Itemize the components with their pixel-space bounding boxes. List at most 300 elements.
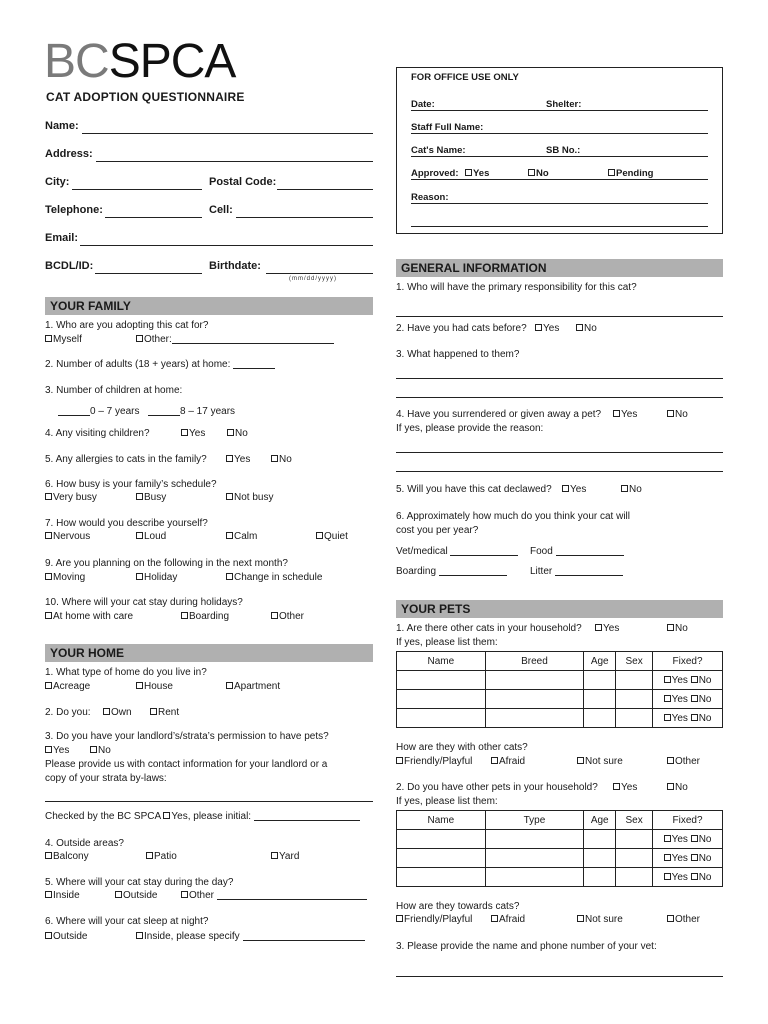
- checkbox-icon[interactable]: [45, 612, 52, 619]
- checkbox-icon[interactable]: [271, 455, 278, 462]
- day-outside-option[interactable]: [115, 890, 157, 901]
- office-approved-label: Approved:: [411, 168, 459, 179]
- option-label: No: [675, 782, 688, 793]
- rent-option[interactable]: [150, 707, 179, 718]
- cats-afraid-option[interactable]: [491, 756, 525, 767]
- pets-behavior-question: How are they towards cats?: [396, 901, 520, 912]
- option-label: No: [235, 428, 248, 439]
- checkbox-icon[interactable]: [535, 324, 542, 331]
- checkbox-icon[interactable]: [667, 783, 674, 790]
- pets-other-option[interactable]: [667, 914, 700, 925]
- option-label: Busy: [144, 492, 167, 503]
- cell-field[interactable]: [236, 217, 373, 218]
- home-care-option[interactable]: [45, 611, 133, 622]
- pets-q3: 3. Please provide the name and phone number of your vet:: [396, 941, 657, 952]
- option-label: Yes: [671, 693, 688, 705]
- allergies-yes[interactable]: [226, 454, 250, 465]
- busy-option[interactable]: [136, 492, 166, 503]
- telephone-field[interactable]: [105, 217, 202, 218]
- table-cell[interactable]: [397, 709, 486, 728]
- cats-table-header: [397, 652, 723, 671]
- initial-field[interactable]: [254, 820, 360, 821]
- bcdl-field[interactable]: [95, 273, 202, 274]
- bcdl-label: BCDL/ID:: [45, 260, 94, 272]
- checkbox-icon[interactable]: [271, 612, 278, 619]
- option-label: No: [675, 409, 688, 420]
- checkbox-icon[interactable]: [136, 532, 143, 539]
- option-label: Not busy: [234, 492, 274, 503]
- moving-option[interactable]: [45, 572, 85, 583]
- fixed-cell: [653, 690, 723, 709]
- checkbox-icon[interactable]: [691, 854, 698, 861]
- option-label: Calm: [234, 531, 258, 542]
- checkbox-icon[interactable]: [664, 676, 671, 683]
- option-label: Not sure: [585, 756, 623, 767]
- pets-afraid-option[interactable]: [491, 914, 525, 925]
- office-catname-field[interactable]: [411, 156, 708, 157]
- yard-option[interactable]: [271, 851, 299, 862]
- day-inside-option[interactable]: [45, 890, 80, 901]
- table-cell[interactable]: [485, 849, 584, 868]
- option-label: Loud: [144, 531, 167, 542]
- option-label: Yes: [53, 745, 70, 756]
- office-yes-option[interactable]: [465, 168, 489, 179]
- happened-field-2[interactable]: [396, 397, 723, 398]
- pets-table: [396, 810, 723, 887]
- cats-other-option[interactable]: [667, 756, 700, 767]
- office-no-option[interactable]: [528, 168, 549, 179]
- table-cell[interactable]: [616, 830, 653, 849]
- cats-list-note: If yes, please list them:: [396, 637, 498, 648]
- option-label: Outside: [123, 890, 158, 901]
- option-label: No: [629, 484, 642, 495]
- pets-q1: 1. Are there other cats in your household?: [396, 623, 582, 634]
- checkbox-icon[interactable]: [664, 835, 671, 842]
- option-label: Yes, please initial:: [171, 811, 252, 822]
- table-cell[interactable]: [584, 671, 616, 690]
- option-label: Boarding: [189, 611, 230, 622]
- checkbox-icon[interactable]: [150, 708, 157, 715]
- pets-q2: 2. Do you have other pets in your household?: [396, 782, 598, 793]
- checkbox-icon[interactable]: [136, 493, 143, 500]
- checkbox-icon[interactable]: [664, 714, 671, 721]
- landlord-field[interactable]: [45, 801, 373, 802]
- surrendered-no[interactable]: [667, 409, 688, 420]
- children-0-7: [58, 406, 139, 417]
- surrendered-yes[interactable]: [613, 409, 637, 420]
- night-outside-option[interactable]: [45, 931, 87, 942]
- surrender-reason-note: If yes, please provide the reason:: [396, 423, 544, 434]
- checkbox-icon[interactable]: [103, 708, 110, 715]
- very-busy-option[interactable]: [45, 492, 97, 503]
- checkbox-icon[interactable]: [181, 429, 188, 436]
- family-q6: 6. How busy is your family’s schedule?: [45, 479, 217, 490]
- myself-option[interactable]: [45, 334, 82, 345]
- vet-cost-field[interactable]: [450, 555, 518, 556]
- col-header: Fixed?: [653, 652, 723, 671]
- table-cell[interactable]: [485, 709, 584, 728]
- col-header: Age: [584, 811, 616, 830]
- checkbox-icon[interactable]: [621, 485, 628, 492]
- option-label: No: [698, 871, 712, 883]
- checkbox-icon[interactable]: [691, 835, 698, 842]
- your-pets-header: YOUR PETS: [396, 600, 723, 618]
- permission-no[interactable]: [90, 745, 111, 756]
- other-cats-yes[interactable]: [595, 623, 619, 634]
- office-reason-field-2[interactable]: [411, 226, 708, 227]
- cats-friendly-option[interactable]: [396, 756, 472, 767]
- home-q1: 1. What type of home do you live in?: [45, 667, 207, 678]
- option-label: Rent: [158, 707, 180, 718]
- birthdate-label: Birthdate:: [209, 260, 261, 272]
- postal-field[interactable]: [277, 189, 373, 190]
- family-q1: 1. Who are you adopting this cat for?: [45, 320, 209, 331]
- logo-spca: SPCA: [108, 35, 236, 88]
- litter-cost: [530, 566, 623, 577]
- col-header: Breed: [485, 652, 584, 671]
- form-title: CAT ADOPTION QUESTIONNAIRE: [46, 90, 245, 104]
- address-label: Address:: [45, 148, 93, 160]
- col-header: Sex: [616, 811, 653, 830]
- checkbox-icon[interactable]: [271, 852, 278, 859]
- office-title: FOR OFFICE USE ONLY: [411, 72, 519, 83]
- option-label: Change in schedule: [234, 572, 323, 583]
- table-cell[interactable]: [485, 671, 584, 690]
- table-row: [397, 868, 723, 887]
- fixed-cell: [653, 849, 723, 868]
- responsibility-field[interactable]: [396, 316, 723, 317]
- family-q2: [45, 359, 275, 370]
- option-label: Yes: [671, 833, 688, 845]
- checkbox-icon[interactable]: [465, 169, 472, 176]
- checkbox-icon[interactable]: [396, 915, 403, 922]
- pets-not-sure-option[interactable]: [577, 914, 623, 925]
- option-label: Yes: [671, 871, 688, 883]
- declaw-no[interactable]: [621, 484, 642, 495]
- boarding-cost: [396, 566, 507, 577]
- table-cell[interactable]: [397, 868, 486, 887]
- option-label: No: [698, 693, 712, 705]
- checkbox-icon[interactable]: [45, 532, 52, 539]
- option-label: No: [536, 168, 549, 179]
- option-label: Nervous: [53, 531, 91, 542]
- checkbox-icon[interactable]: [45, 746, 52, 753]
- col-header: Sex: [616, 652, 653, 671]
- checkbox-icon[interactable]: [181, 612, 188, 619]
- checkbox-icon[interactable]: [226, 493, 233, 500]
- option-label: At home with care: [53, 611, 134, 622]
- day-other-option[interactable]: [181, 890, 367, 901]
- checkbox-icon[interactable]: [45, 682, 52, 689]
- children-8-17: [148, 406, 235, 417]
- table-cell[interactable]: [485, 868, 584, 887]
- checkbox-icon[interactable]: [491, 915, 498, 922]
- cats-not-sure-option[interactable]: [577, 756, 623, 767]
- name-label: Name:: [45, 120, 79, 132]
- checkbox-icon[interactable]: [115, 891, 122, 898]
- checkbox-icon[interactable]: [664, 695, 671, 702]
- pets-list-note: If yes, please list them:: [396, 796, 498, 807]
- question-text: Checked by the BC SPCA: [45, 811, 161, 822]
- balcony-option[interactable]: [45, 851, 89, 862]
- calm-option[interactable]: [226, 531, 257, 542]
- col-header: Type: [485, 811, 584, 830]
- table-row: [397, 709, 723, 728]
- day-other-field[interactable]: [217, 899, 367, 900]
- declaw-yes[interactable]: [562, 484, 586, 495]
- checkbox-icon[interactable]: [667, 624, 674, 631]
- office-shelter-label: Shelter:: [546, 99, 582, 110]
- checkbox-icon[interactable]: [667, 915, 674, 922]
- home-q4: 4. Outside areas?: [45, 838, 124, 849]
- home-q3: 3. Do you have your landlord’s/strata’s permission to have pets?: [45, 731, 329, 742]
- checkbox-icon[interactable]: [226, 573, 233, 580]
- checkbox-icon[interactable]: [163, 812, 170, 819]
- pets-table-header: [397, 811, 723, 830]
- home-q2: 2. Do you:: [45, 707, 91, 718]
- children-0-7-field[interactable]: [58, 415, 90, 416]
- adults-field[interactable]: [233, 368, 275, 369]
- checkbox-icon[interactable]: [664, 854, 671, 861]
- checkbox-icon[interactable]: [613, 783, 620, 790]
- office-date-label: Date:: [411, 99, 435, 110]
- table-cell[interactable]: [397, 830, 486, 849]
- visiting-no[interactable]: [227, 428, 248, 439]
- checkbox-icon[interactable]: [181, 891, 188, 898]
- general-q5: 5. Will you have this cat declawed?: [396, 484, 552, 495]
- general-info-header: GENERAL INFORMATION: [396, 259, 723, 277]
- checkbox-icon[interactable]: [576, 324, 583, 331]
- family-q7: 7. How would you describe yourself?: [45, 518, 208, 529]
- landlord-note-1: Please provide us with contact information for your landlord or a: [45, 759, 328, 770]
- table-cell[interactable]: [485, 830, 584, 849]
- food-cost-field[interactable]: [556, 555, 624, 556]
- option-label: No: [98, 745, 111, 756]
- table-row: [397, 849, 723, 868]
- had-cats-no[interactable]: [576, 323, 597, 334]
- checkbox-icon[interactable]: [528, 169, 535, 176]
- apartment-option[interactable]: [226, 681, 280, 692]
- quiet-option[interactable]: [316, 531, 348, 542]
- table-cell[interactable]: [584, 830, 616, 849]
- checkbox-icon[interactable]: [667, 410, 674, 417]
- table-cell[interactable]: [584, 709, 616, 728]
- night-inside-field[interactable]: [243, 940, 365, 941]
- checkbox-icon[interactable]: [136, 682, 143, 689]
- birthdate-field[interactable]: [266, 273, 373, 274]
- table-cell[interactable]: [616, 690, 653, 709]
- house-option[interactable]: [136, 681, 173, 692]
- col-header: Fixed?: [653, 811, 723, 830]
- cats-table: [396, 651, 723, 728]
- office-date-field[interactable]: [411, 110, 708, 111]
- checkbox-icon[interactable]: [562, 485, 569, 492]
- email-field[interactable]: [80, 245, 373, 246]
- table-cell[interactable]: [616, 868, 653, 887]
- family-q10: 10. Where will your cat stay during holidays?: [45, 597, 243, 608]
- surrender-reason-field[interactable]: [396, 452, 723, 453]
- col-header: Name: [397, 811, 486, 830]
- checkbox-icon[interactable]: [691, 714, 698, 721]
- visiting-yes[interactable]: [181, 428, 205, 439]
- option-label: Own: [111, 707, 132, 718]
- checkbox-icon[interactable]: [146, 852, 153, 859]
- option-label: Yes: [473, 168, 490, 179]
- had-cats-yes[interactable]: [535, 323, 559, 334]
- option-label: Outside: [53, 931, 88, 942]
- checkbox-icon[interactable]: [45, 932, 52, 939]
- col-header: Name: [397, 652, 486, 671]
- checkbox-icon[interactable]: [595, 624, 602, 631]
- checkbox-icon[interactable]: [608, 169, 615, 176]
- family-q9: 9. Are you planning on the following in the next month?: [45, 558, 288, 569]
- checkbox-icon[interactable]: [226, 532, 233, 539]
- checkbox-icon[interactable]: [136, 932, 143, 939]
- option-label: Yes: [671, 852, 688, 864]
- checkbox-icon[interactable]: [577, 757, 584, 764]
- option-label: No: [698, 833, 712, 845]
- option-label: Other: [279, 611, 305, 622]
- permission-yes[interactable]: [45, 745, 69, 756]
- other-option[interactable]: [136, 334, 334, 345]
- option-label: Other: [189, 890, 215, 901]
- your-family-header: YOUR FAMILY: [45, 297, 373, 315]
- checkbox-icon[interactable]: [577, 915, 584, 922]
- address-field[interactable]: [96, 161, 373, 162]
- own-option[interactable]: [103, 707, 132, 718]
- option-label: Very busy: [53, 492, 97, 503]
- postal-label: Postal Code:: [209, 176, 277, 188]
- table-cell[interactable]: [584, 690, 616, 709]
- boarding-option[interactable]: [181, 611, 229, 622]
- holiday-option[interactable]: [136, 572, 177, 583]
- checkbox-icon[interactable]: [45, 335, 52, 342]
- table-cell[interactable]: [397, 849, 486, 868]
- holiday-other-option[interactable]: [271, 611, 304, 622]
- office-approved-line: [411, 179, 708, 180]
- office-pending-option[interactable]: [608, 168, 653, 179]
- checkbox-icon[interactable]: [136, 573, 143, 580]
- checkbox-icon[interactable]: [226, 455, 233, 462]
- option-label: Yes: [671, 674, 688, 686]
- city-label: City:: [45, 176, 70, 188]
- pets-friendly-option[interactable]: [396, 914, 472, 925]
- option-label: No: [698, 852, 712, 864]
- option-label: Yes: [543, 323, 560, 334]
- option-label: Other: [675, 914, 701, 925]
- vet-info-field[interactable]: [396, 976, 723, 977]
- checkbox-icon[interactable]: [316, 532, 323, 539]
- table-cell[interactable]: [584, 868, 616, 887]
- checkbox-icon[interactable]: [45, 493, 52, 500]
- fixed-cell: [653, 709, 723, 728]
- checkbox-icon[interactable]: [396, 757, 403, 764]
- col-header: Age: [584, 652, 616, 671]
- option-label: No: [698, 674, 712, 686]
- office-reason-field[interactable]: [411, 203, 708, 204]
- option-label: No: [279, 454, 292, 465]
- checkbox-icon[interactable]: [613, 410, 620, 417]
- option-label: Food: [530, 546, 553, 557]
- checkbox-icon[interactable]: [45, 573, 52, 580]
- checkbox-icon[interactable]: [664, 873, 671, 880]
- checkbox-icon[interactable]: [227, 429, 234, 436]
- table-cell[interactable]: [616, 671, 653, 690]
- option-label: Friendly/Playful: [404, 914, 473, 925]
- landlord-note-2: copy of your strata by-laws:: [45, 773, 167, 784]
- table-cell[interactable]: [616, 849, 653, 868]
- patio-option[interactable]: [146, 851, 177, 862]
- table-cell[interactable]: [616, 709, 653, 728]
- other-cats-no[interactable]: [667, 623, 688, 634]
- checkbox-icon[interactable]: [691, 873, 698, 880]
- change-schedule-option[interactable]: [226, 572, 322, 583]
- family-q5: 5. Any allergies to cats in the family?: [45, 454, 207, 465]
- checkbox-icon[interactable]: [45, 891, 52, 898]
- option-label: Friendly/Playful: [404, 756, 473, 767]
- name-field[interactable]: [82, 133, 373, 134]
- boarding-cost-field[interactable]: [439, 575, 507, 576]
- checkbox-icon[interactable]: [90, 746, 97, 753]
- option-label: Yes: [234, 454, 251, 465]
- table-cell[interactable]: [584, 849, 616, 868]
- litter-cost-field[interactable]: [555, 575, 623, 576]
- table-cell[interactable]: [397, 690, 486, 709]
- loud-option[interactable]: [136, 531, 166, 542]
- nervous-option[interactable]: [45, 531, 90, 542]
- general-q6a: 6. Approximately how much do you think your cat will: [396, 511, 630, 522]
- checkbox-icon[interactable]: [136, 335, 143, 342]
- children-8-17-field[interactable]: [148, 415, 180, 416]
- cell-label: Cell:: [209, 204, 233, 216]
- cats-behavior-question: How are they with other cats?: [396, 742, 528, 753]
- option-label: Pending: [616, 168, 654, 179]
- option-label: Inside, please specify: [144, 931, 240, 942]
- other-field[interactable]: [172, 343, 334, 344]
- checkbox-icon[interactable]: [691, 676, 698, 683]
- option-label: House: [144, 681, 173, 692]
- option-label: Litter: [530, 566, 553, 577]
- not-busy-option[interactable]: [226, 492, 273, 503]
- other-pets-no[interactable]: [667, 782, 688, 793]
- checkbox-icon[interactable]: [45, 852, 52, 859]
- checkbox-icon[interactable]: [667, 757, 674, 764]
- checkbox-icon[interactable]: [491, 757, 498, 764]
- fixed-cell: [653, 671, 723, 690]
- telephone-label: Telephone:: [45, 204, 103, 216]
- allergies-no[interactable]: [271, 454, 292, 465]
- checked-by-spca: [45, 811, 360, 822]
- office-staff-field[interactable]: [411, 133, 708, 134]
- city-field[interactable]: [72, 189, 202, 190]
- acreage-option[interactable]: [45, 681, 90, 692]
- table-cell[interactable]: [485, 690, 584, 709]
- option-label: Yes: [189, 428, 206, 439]
- option-label: Acreage: [53, 681, 91, 692]
- surrender-reason-field-2[interactable]: [396, 471, 723, 472]
- table-row: [397, 690, 723, 709]
- fixed-cell: [653, 830, 723, 849]
- checkbox-icon[interactable]: [226, 682, 233, 689]
- option-label: Patio: [154, 851, 177, 862]
- table-cell[interactable]: [397, 671, 486, 690]
- office-catname-label: Cat's Name:: [411, 145, 466, 156]
- option-label: Yes: [603, 623, 620, 634]
- other-pets-yes[interactable]: [613, 782, 637, 793]
- night-inside-option[interactable]: [136, 931, 365, 942]
- happened-field[interactable]: [396, 378, 723, 379]
- checkbox-icon[interactable]: [691, 695, 698, 702]
